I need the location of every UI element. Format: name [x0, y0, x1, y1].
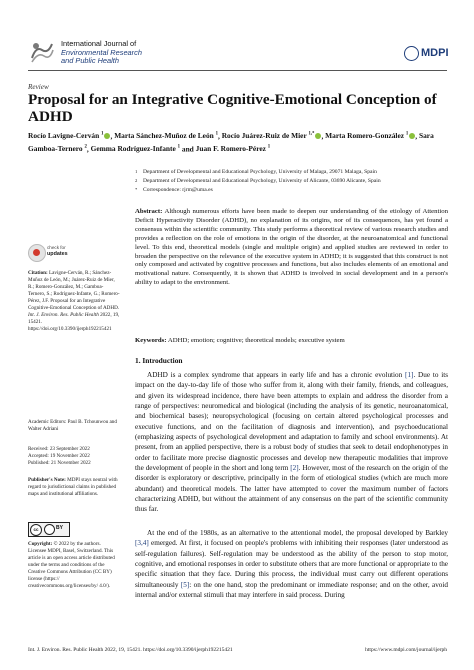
citation-journal: Int. J. Environ. Res. Public Health	[28, 312, 99, 319]
journal-line3: and Public Health	[61, 56, 119, 66]
orcid-icon[interactable]	[409, 133, 415, 139]
article-title: Proposal for an Integrative Cognitive-Emotional Conception of ADHD	[28, 91, 437, 125]
abstract-label: Abstract:	[135, 208, 163, 215]
author-name: Marta Romero-González	[325, 131, 406, 141]
affiliations	[135, 168, 450, 194]
citation	[28, 270, 120, 333]
author	[28, 131, 110, 140]
affiliation-text: Department of Developmental and Educational Psychology, University of Malaga, 29071 Malaga, Spain	[143, 169, 377, 175]
mdpi-logo	[404, 44, 449, 62]
orcid-icon[interactable]	[315, 133, 321, 139]
author	[222, 131, 322, 140]
author-affiliation: 1,*	[308, 132, 315, 137]
copyright-text: © 2022 by the authors. Licensee MDPI, Basel, Switzerland. This article is an open access article distributed under the terms and conditions of the Creative Commons Attribution (CC BY) license (https:// creativecommons.org/licenses/by/ 4.0/).	[28, 541, 115, 590]
mdpi-logo-icon	[404, 46, 419, 61]
footer-citation[interactable]: Int. J. Environ. Res. Public Health 2022, 19, 15421. https://doi.org/10.3390/ijerph192215421	[28, 647, 233, 653]
published-date: Published: 21 November 2022	[28, 460, 91, 467]
academic-editors: Academic Editors: Paul B. Tchounwou and Walter Adriani	[28, 419, 117, 433]
orcid-icon[interactable]	[104, 133, 110, 139]
keywords-text: ADHD; emotion; cognitive; theoretical models; executive system	[167, 337, 345, 344]
journal-name	[61, 40, 142, 66]
check-updates-icon	[28, 244, 46, 262]
paragraph-2: At the end of the 1980s, as an alternative to the attentional model, the proposal developed by Barkley [3,4] emerged. At first, it focused on people's problems with inhibiting their responses (later understood as self-regulation failures). Self-regulation may be understood as the ability of the person to stop motor, cognitive, and emotional responses in order to substitute others that are more functional or appropriate to the specific situation that they face. During this process, the individual must carry out different operations simultaneously [5]: on the one hand, stop the predominant or immediate response; and on the other, avoid internal and/or external stimuli that may interfere in said process. During	[135, 529, 448, 600]
publisher-name: MDPI	[421, 47, 449, 60]
publisher-note	[28, 477, 120, 498]
copyright-label: Copyright:	[28, 541, 53, 547]
article-type: Review	[28, 83, 49, 91]
author-name: Sara Gamboa-Ternero	[28, 131, 434, 154]
author-affiliation: 2	[84, 144, 87, 150]
citation-link[interactable]: [3,4]	[135, 539, 149, 548]
keywords-label: Keywords:	[135, 337, 167, 344]
affiliation	[135, 168, 450, 177]
cc-icon: cc	[30, 524, 42, 536]
affiliation	[135, 177, 450, 186]
journal-logo-icon	[28, 38, 56, 66]
author-name: Gemma Rodríguez-Infante	[90, 144, 178, 154]
affiliation-number: 2	[135, 177, 138, 183]
author	[196, 144, 271, 153]
cc-by-label: BY	[56, 525, 63, 531]
author-affiliation: 1	[405, 132, 409, 137]
author-affiliation: 1	[101, 132, 104, 137]
author	[114, 131, 218, 140]
article-dates	[28, 446, 120, 467]
header-divider	[28, 70, 447, 71]
citation-doi[interactable]: 2022, 19, 15421. https://doi.org/10.3390/ijerph192215421	[28, 312, 120, 333]
journal-line2: Environmental Research	[61, 47, 142, 57]
publisher-note-text: MDPI stays neutral with regard to jurisdictional claims in published maps and institutional affiliations.	[28, 477, 118, 498]
keywords	[135, 337, 448, 346]
journal-line1: International Journal of	[61, 39, 137, 48]
author-list: Rocío Lavigne-Cerván $^1$ , Marta Sánchez-Muñoz de León $^1$, Rocío Juárez-Ruiz de Mier $^{1,*}$ , Marta Romero-González $^1$ , Sara Gamboa-Ternero $^2$, Gemma Rodríguez-Infante $^1$ and Juan F. Romero-Pérez $^1$	[28, 131, 434, 154]
author-affiliation: 1	[215, 132, 218, 137]
footer-journal-link[interactable]: https://www.mdpi.com/journal/ijerph	[365, 647, 447, 653]
abstract-text: Although numerous efforts have been made to deepen our understanding of the etiology of Attention Deficit Hyperactivity Disorder (ADHD), no explanation of its origins, nor of its consequences, has yet found a consensus within the scientific community. This study performs a theoretical review of various research studies and provides a reflection on the role of emotions in the origin of the disorder, at the neuroanatomical and functional level. To this end, theoretical models (single and multiple origin) and applied studies are reviewed in order to broaden the perspective on the relevance of the executive system in ADHD; it is suggested that this construct is not only composed and activated by cognitive processes and functions, but also includes elements of an emotional and motivational nature. Consequently, it is shown that ADHD is involved in social development and in a person's ability to adapt to the environment.	[135, 208, 448, 287]
author	[91, 144, 180, 153]
check-updates-line1: check for	[47, 245, 66, 250]
citation-link[interactable]: [5]	[180, 580, 190, 589]
author-affiliation: 1	[177, 144, 181, 150]
paragraph-1: ADHD is a complex syndrome that appears in early life and has a chronic evolution [1]. Due to its impact on the day-to-day life of those who suffer from it, along with their family, friends, and colleagues, and given its widespread incidence, there have been attempts to explain and address the disorder from a range of perspectives: neuromedical and biological (including the analysis of its genetic, neuroanatomical, and biochemical bases); neuropsychological (focusing on certain altered psychological processes and executive functions, and on the facilitation of diagnosis and intervention), and psychoeducational (emphasizing aspects of psychological development and adaptation to family and school environments). At present, from an applied perspective, there is a robust body of studies that seek to detail endophenotypes in order to facilitate more precise diagnostic processes and develop new therapeutic modalities that improve the development of people in the short and long term [2]. However, most of the research on the origin of the disorder is exploratory or descriptive, principally in the form of etiological studies (which are much more abundant) and theoretical models. The latter have attempted to cover the maximum number of factors characterizing ADHD, but without the attainment of any consensus on the part of the scientific community thus far.	[135, 371, 449, 514]
citation-label: Citation:	[28, 270, 48, 276]
affiliation	[135, 186, 450, 195]
affiliation-text: Department of Developmental and Educational Psychology, University of Alicante, 03690 Alicante, Spain	[143, 177, 381, 184]
attribution-icon	[44, 524, 55, 535]
affiliation-text: Correspondence: rjrm@uma.es	[143, 186, 213, 193]
citation-text: Lavigne-Cerván, R.; Sánchez-Muñoz de León, M.; Juárez-Ruiz de Mier, R.; Romero-González, M.; Gamboa-Ternero, S.; Rodríguez-Infante, G.; Romero-Pérez, J.F. Proposal for an Integrative Cognitive-Emotional Conception of ADHD.	[28, 270, 120, 312]
author-name: Marta Sánchez-Muñoz de León	[114, 131, 216, 141]
author	[325, 131, 415, 140]
copyright	[28, 541, 120, 590]
author-name: Rocío Lavigne-Cerván	[28, 131, 102, 141]
author-name: Rocío Juárez-Ruiz de Mier	[221, 131, 309, 141]
author-and: and	[181, 144, 194, 154]
received-date: Received: 23 September 2022	[28, 446, 90, 452]
affiliation-number: 1	[135, 169, 138, 174]
publisher-note-label: Publisher's Note:	[28, 477, 66, 483]
author-affiliation: 1	[267, 144, 271, 150]
cc-by-license-icon[interactable]	[28, 522, 70, 537]
citation-link[interactable]: [2]	[290, 464, 299, 473]
citation-link[interactable]: [1]	[405, 371, 414, 379]
section-heading-introduction: 1. Introduction	[135, 356, 183, 365]
abstract	[135, 208, 448, 288]
check-updates-line2: updates	[47, 251, 68, 257]
accepted-date: Accepted: 19 November 2022	[28, 453, 90, 460]
author-name: Juan F. Romero-Pérez	[195, 144, 268, 154]
affiliation-number: *	[135, 186, 138, 192]
